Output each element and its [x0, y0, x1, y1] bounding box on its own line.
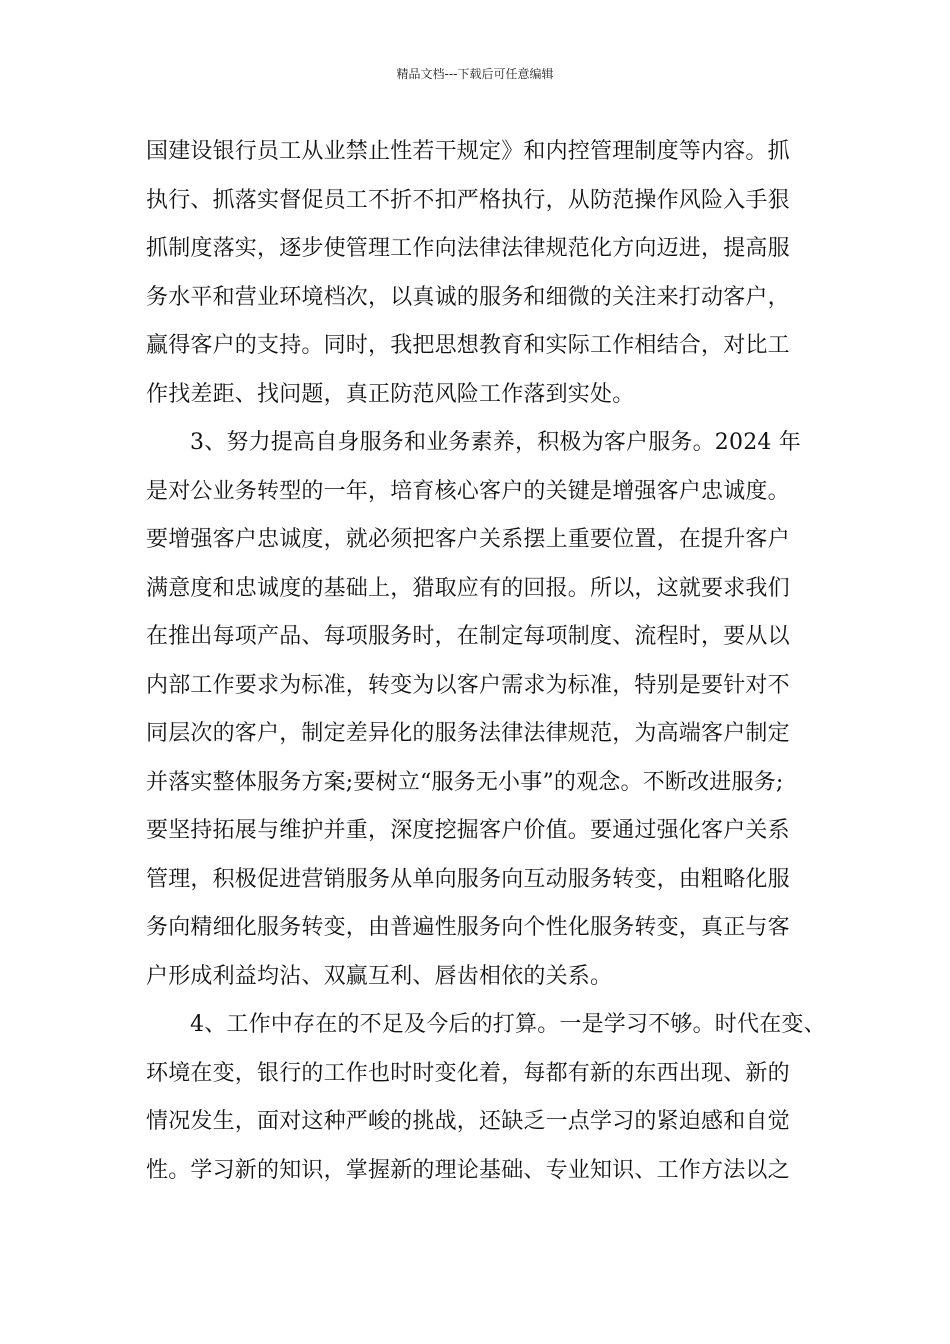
text-line: 情况发生，面对这种严峻的挑战，还缺乏一点学习的紧迫感和自觉 — [146, 1109, 790, 1134]
text-line: 性。学习新的知识，掌握新的理论基础、专业知识、工作方法以之 — [146, 1157, 790, 1183]
document-body — [146, 128, 836, 1195]
text-line: 务水平和营业环境档次，以真诚的服务和细微的关注来打动客户， — [146, 284, 790, 310]
text-line: 作找差距、找问题，真正防范风险工作落到实处。 — [146, 381, 635, 407]
text-line: 同层次的客户，制定差异化的服务法律法律规范，为高端客户制定 — [146, 721, 790, 746]
text-line: 国建设银行员工从业禁止性若干规定》和内控管理制度等内容。抓 — [146, 139, 790, 164]
text-line: 要坚持拓展与维护并重，深度挖掘客户价值。要通过强化客户关系 — [146, 818, 790, 843]
text-line: 要增强客户忠诚度，就必须把客户关系摆上重要位置，在提升客户 — [146, 527, 790, 552]
text-line: 并落实整体服务方案;要树立“服务无小事”的观念。不断改进服务; — [146, 769, 784, 795]
text-line: 赢得客户的支持。同时，我把思想教育和实际工作相结合，对比工 — [146, 333, 790, 358]
text-line: 内部工作要求为标准，转变为以客户需求为标准，特别是要针对不 — [146, 672, 790, 698]
text-line: 管理，积极促进营销服务从单向服务向互动服务转变，由粗略化服 — [146, 866, 790, 892]
text-line: 3、努力提高自身服务和业务素养，积极为客户服务。2024 年 — [190, 430, 801, 455]
text-line: 4、工作中存在的不足及今后的打算。一是学习不够。时代在变、 — [190, 1012, 826, 1037]
text-line: 户形成利益均沾、双赢互利、唇齿相依的关系。 — [146, 963, 613, 989]
text-line: 抓制度落实，逐步使管理工作向法律法律规范化方向迈进，提高服 — [146, 236, 790, 261]
text-line: 在推出每项产品、每项服务时，在制定每项制度、流程时，要从以 — [146, 624, 790, 649]
page-header: 精品文档---下载后可任意编辑 — [396, 67, 554, 81]
text-line: 环境在变，银行的工作也时时变化着，每都有新的东西出现、新的 — [146, 1060, 790, 1086]
text-line: 是对公业务转型的一年，培育核心客户的关键是增强客户忠诚度。 — [146, 478, 790, 504]
text-line: 务向精细化服务转变，由普遍性服务向个性化服务转变，真正与客 — [146, 915, 790, 940]
text-line: 满意度和忠诚度的基础上，猎取应有的回报。所以，这就要求我们 — [146, 575, 790, 601]
text-line: 执行、抓落实督促员工不折不扣严格执行，从防范操作风险入手狠 — [146, 187, 790, 213]
